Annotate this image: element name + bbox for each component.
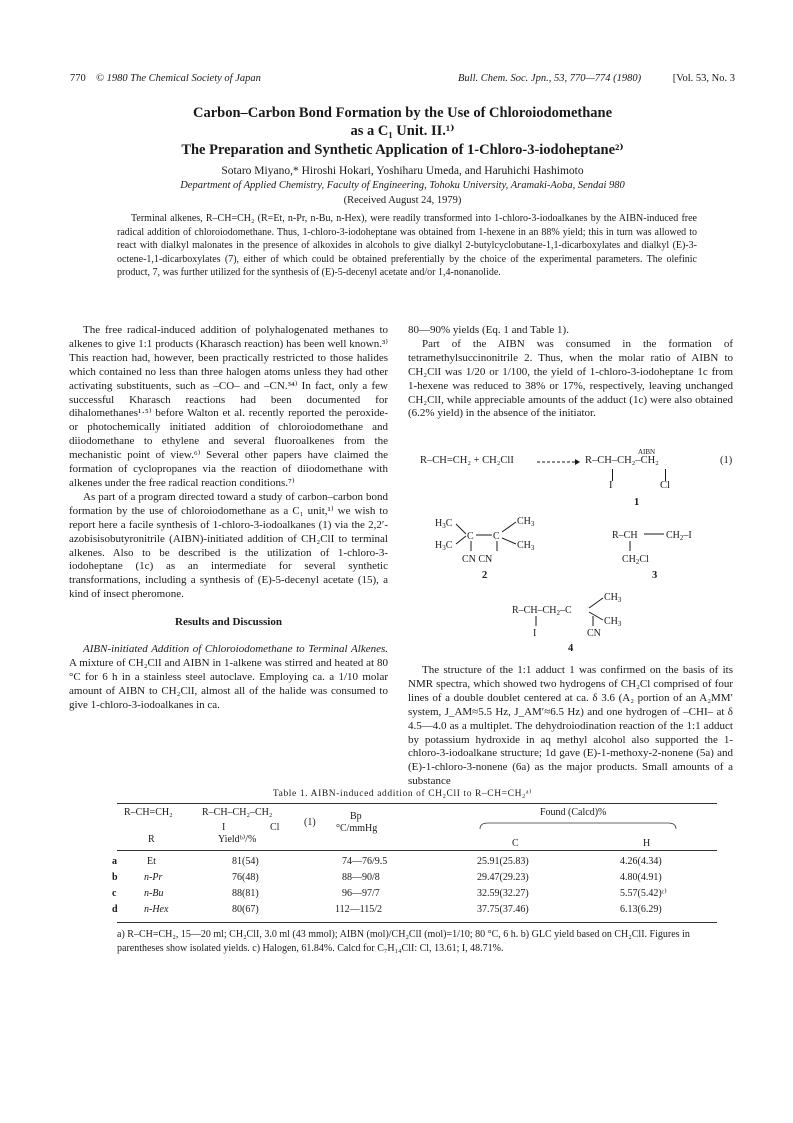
copyright-notice: © 1980 The Chemical Society of Japan — [96, 73, 261, 84]
svg-text:CH3: $CH_3$ — [604, 616, 622, 628]
svg-text:CH3: $CH_3$ — [517, 540, 535, 552]
right-column — [408, 324, 733, 421]
body-paragraph: As part of a program directed toward a study of carbon–carbon bond formation by the use of chloroiodomethane as a C₁ unit,¹⁾ we wish to report here a facile synthesis of 1-chloro-3-iodoalkanes (1) via the 2,2′-azobisisobutyronitrile (AIBN)-initiated addition of CH₂ClI to terminal alkenes. Also to be described is the utilization of 1-chloro-3-iodoheptane (1c) as an intermediate for several synthetic transformations, including a synthesis of (E)-5-decenyl acetate (15), a kind of insect pheromone. — [69, 490, 388, 601]
reaction-arrow-icon — [535, 457, 581, 467]
col-header-adduct-cl: Cl — [270, 822, 280, 833]
body-paragraph: The free radical-induced addition of polyhalogenated methanes to alkenes to give 1:1 products (Kharasch reaction) has been well known.³⁾ This reaction had, however, been practically restricted to those halides which contained no less than three halogen atoms unless they had other activating substituents, such as –CO– and –CN.³⁴⁾ In fact, only a few successful Kharasch reactions had been documented for dihalomethanes¹·⁵⁾ before Walton et al. recently reported the peroxide- or photochemically initiated addition of chloroiodomethane and diiodomethane to ethylene and several fluoroalkenes from the mechanistic point of view.⁶⁾ Several other papers have claimed the formation of cyclopropanes via the reaction of diiodomethane with alkenes under the free radical reaction conditions.⁷⁾ — [69, 324, 388, 489]
body-paragraph: 80—90% yields (Eq. 1 and Table 1). — [408, 324, 569, 336]
left-column — [69, 324, 388, 713]
svg-text:I: I — [533, 628, 537, 638]
equation-number: (1) — [720, 455, 733, 466]
svg-text:CH2–I: $CH_2-I$ — [666, 530, 692, 542]
col-header-adduct-i: I — [222, 822, 226, 833]
table-footnotes: a) R–CH=CH₂, 15—20 ml; CH₂ClI, 3.0 ml (43 mmol); AIBN (mol)/CH₂ClI (mol)=1/10; 80 °C, 6 h. b) GLC yield based on CH₂ClI. Figures in parentheses show isolated yields. c) Halogen, 61.84%. Calcd for C₇H₁₄ClI: Cl, 13.61; I, 48.71%. — [117, 929, 690, 954]
equation-reactants: R–CH=CH₂ + CH₂ClI — [420, 455, 514, 466]
svg-text:CH3: $CH_3$ — [604, 592, 622, 604]
subsection-heading: AIBN-initiated Addition of Chloroiodomethane to Terminal Alkenes. — [83, 643, 388, 656]
arrow-label: AIBN — [638, 448, 656, 456]
svg-text:C: C — [467, 531, 474, 542]
equation-product: R–CH–CH₂–CH₂ — [585, 455, 659, 466]
table-rule-bottom — [117, 922, 717, 923]
compound-label-1: 1 — [634, 497, 640, 508]
journal-citation: Bull. Chem. Soc. Jpn., 53, 770—774 (1980) — [458, 73, 642, 84]
col-header-ref: (1) — [304, 817, 316, 828]
compound-label-3: 3 — [652, 570, 658, 581]
received-date: (Received August 24, 1979) — [343, 195, 462, 206]
running-header — [70, 73, 735, 89]
title-line-2: as a C₁ Unit. II.¹⁾ — [350, 123, 455, 139]
table-rule-top — [117, 803, 717, 804]
col-header-yield: Yieldᵇ⁾/% — [218, 834, 257, 845]
svg-text:H3C: $H_3C$ — [435, 540, 453, 552]
structure-compound-3 — [610, 524, 720, 568]
table-rule-mid — [117, 850, 717, 851]
body-paragraph: The structure of the 1:1 adduct 1 was confirmed on the basis of its NMR spectra, which showed two hydrogens of CH₂Cl comprised of four lines of a double doublet centered at ca. δ 3.6 (A₂ portion of an A₂MM′ system, J_AM≈5.5 Hz, J_AM′≈6.5 Hz) and one hydrogen of –CHI– at δ 4.5—4.0 as a multiplet. The dehydroiodination reaction of the 1:1 adduct by potassium hydroxide in aq methyl alcohol also supported the 1-chloro-3-iodoalkane structure; 1d gave (E)-1-methoxy-2-nonene (5a) and (E)-1-chloro-3-nonene (6a) as the major products. Small amounts of a substance — [408, 664, 733, 788]
compound-label-2: 2 — [482, 570, 488, 581]
col-header-h: H — [643, 838, 651, 849]
abstract: Terminal alkenes, R–CH=CH₂ (R=Et, n-Pr, n-Bu, n-Hex), were readily transformed into 1-chloro-3-iodoalkanes by the AIBN-induced free radical addition of chloroiodomethane. Thus, 1-chloro-3-iodoheptane was obtained from 1-hexene in an 88% yield; this in turn was allowed to react with dialkyl malonates in the presence of alkoxides in alcohols to give dialkyl 2-butylcyclobutane-1,1-dicarboxylates and dialkyl (E)-3-octene-1,1-dicarboxylates (7), either of which could be obtained preferentially by the choice of the experimental parameters. The olefinic product, 7, was further utilized for the synthesis of (E)-5-decenyl acetate and/or 1,4-nonanolide. — [117, 213, 697, 279]
col-header-r: R — [148, 834, 155, 845]
body-paragraph: Part of the AIBN was consumed in the formation of tetramethylsuccinonitrile 2. Thus, when the molar ratio of AIBN to CH₂ClI was 1/20 or 1/100, the yield of 1-chloro-3-iodoheptane 1c from 1-hexene was reduced to 38% or 17%, respectively, leaving unchanged CH₂ClI, while appreciable amounts of the adduct (1c) were also obtained (6.2% yield) in the absence of the initiator. — [408, 337, 733, 420]
svg-text:CH3: $CH_3$ — [517, 516, 535, 528]
author-list: Sotaro Miyano,* Hiroshi Hokari, Yoshiharu Umeda, and Haruhichi Hashimoto — [221, 165, 584, 177]
chloro-substituent: Cl — [660, 480, 670, 491]
svg-text:H3C: $H_3C$ — [435, 518, 453, 530]
col-header-c: C — [512, 838, 519, 849]
section-heading: Results and Discussion — [175, 616, 282, 629]
col-header-bp: Bp — [350, 811, 362, 822]
compound-label-4: 4 — [568, 643, 574, 654]
svg-text:CN CN: CN CN — [462, 554, 493, 565]
volume-info: [Vol. 53, No. 3 — [672, 73, 735, 84]
page-number: 770 — [70, 73, 86, 84]
svg-text:R–CH–CH2–C: $R-CH-CH_2-C$ — [512, 605, 572, 617]
structure-compound-4 — [510, 588, 630, 638]
col-header-adduct: R–CH–CH₂–CH₂ — [202, 807, 273, 818]
col-header-alkene: R–CH=CH₂ — [124, 807, 173, 818]
found-bracket-icon — [478, 820, 678, 830]
affiliation: Department of Applied Chemistry, Faculty of Engineering, Tohoku University, Aramaki-Aoba, Sendai 980 — [180, 180, 625, 191]
svg-text:C: C — [493, 531, 500, 542]
col-header-found: Found (Calcd)% — [540, 807, 607, 818]
svg-text:CN: CN — [587, 628, 601, 638]
body-paragraph: AIBN-initiated Addition of Chloroiodomethane to Terminal Alkenes. A mixture of CH₂ClI and AIBN in 1-alkene was stirred and heated at 80 °C for 6 h in a stainless steel autoclave. Employing ca. a 1/10 molar amount of AIBN to CH₂ClI, almost all of the halide was consumed to give 1-chloro-3-iodoalkanes in ca. — [69, 643, 388, 711]
col-header-bp-unit: °C/mmHg — [336, 823, 378, 834]
svg-text:CH2Cl: $CH_2Cl$ — [622, 554, 649, 566]
table-caption: Table 1. AIBN-induced addition of CH₂ClI to R–CH=CH₂ᵃ⁾ — [272, 789, 533, 799]
title-line-3: The Preparation and Synthetic Application of 1-Chloro-3-iodoheptane²⁾ — [181, 142, 624, 158]
title-line-1: Carbon–Carbon Bond Formation by the Use of Chloroiodomethane — [192, 105, 613, 121]
right-column-continued — [408, 664, 733, 789]
svg-text:R–CH: R–CH — [612, 530, 638, 541]
structure-tetramethylsuccinonitrile — [432, 512, 572, 568]
iodo-substituent: I — [609, 480, 613, 491]
